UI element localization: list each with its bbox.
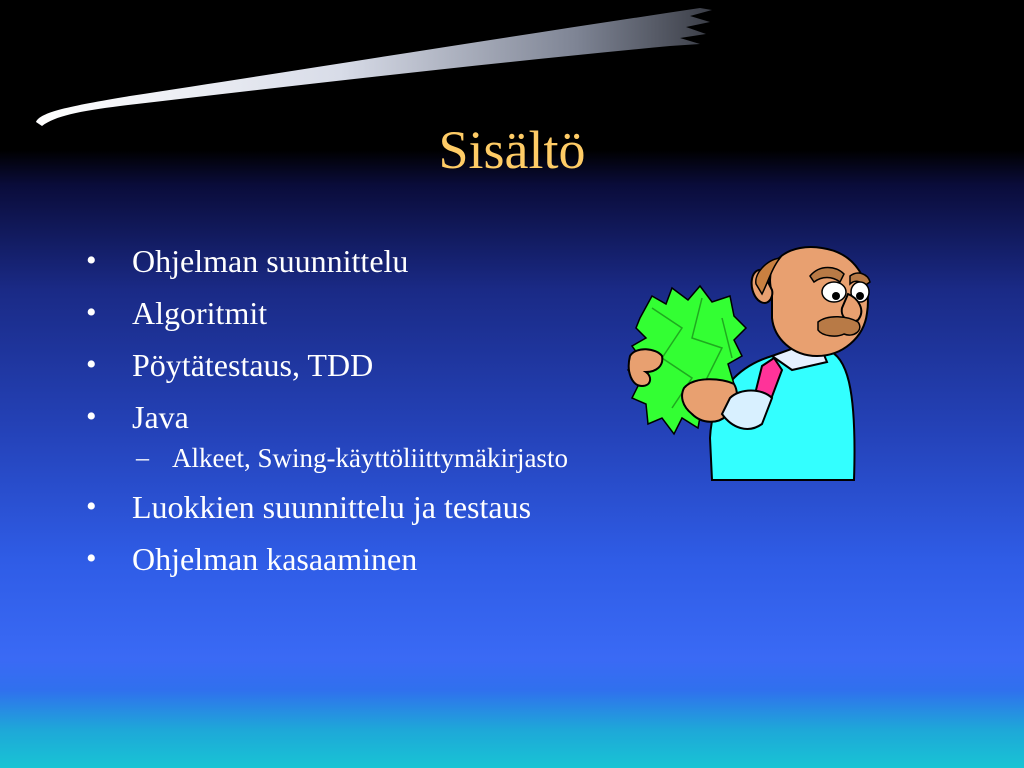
list-item-text: Luokkien suunnittelu ja testaus xyxy=(132,489,532,525)
list-item-text: Ohjelman suunnittelu xyxy=(132,243,409,279)
list-item xyxy=(80,488,720,540)
sub-list-item-text: Alkeet, Swing-käyttöliittymäkirjasto xyxy=(172,443,568,473)
list-item-text: Pöytätestaus, TDD xyxy=(132,347,374,383)
bullet-marker: • xyxy=(86,244,97,277)
list-item-text: Algoritmit xyxy=(132,295,268,331)
bullet-marker: • xyxy=(86,348,97,381)
bullet-marker: • xyxy=(86,542,97,575)
sub-bullet-marker: – xyxy=(136,443,149,472)
list-item-text: Ohjelman kasaaminen xyxy=(132,541,418,577)
bullet-marker: • xyxy=(86,490,97,523)
man-holding-money-icon xyxy=(622,238,872,483)
list-item xyxy=(80,540,720,592)
bullet-marker: • xyxy=(86,400,97,433)
list-item-text: Java xyxy=(132,399,189,435)
bullet-marker: • xyxy=(86,296,97,329)
slide-title: Sisältö xyxy=(438,120,586,180)
